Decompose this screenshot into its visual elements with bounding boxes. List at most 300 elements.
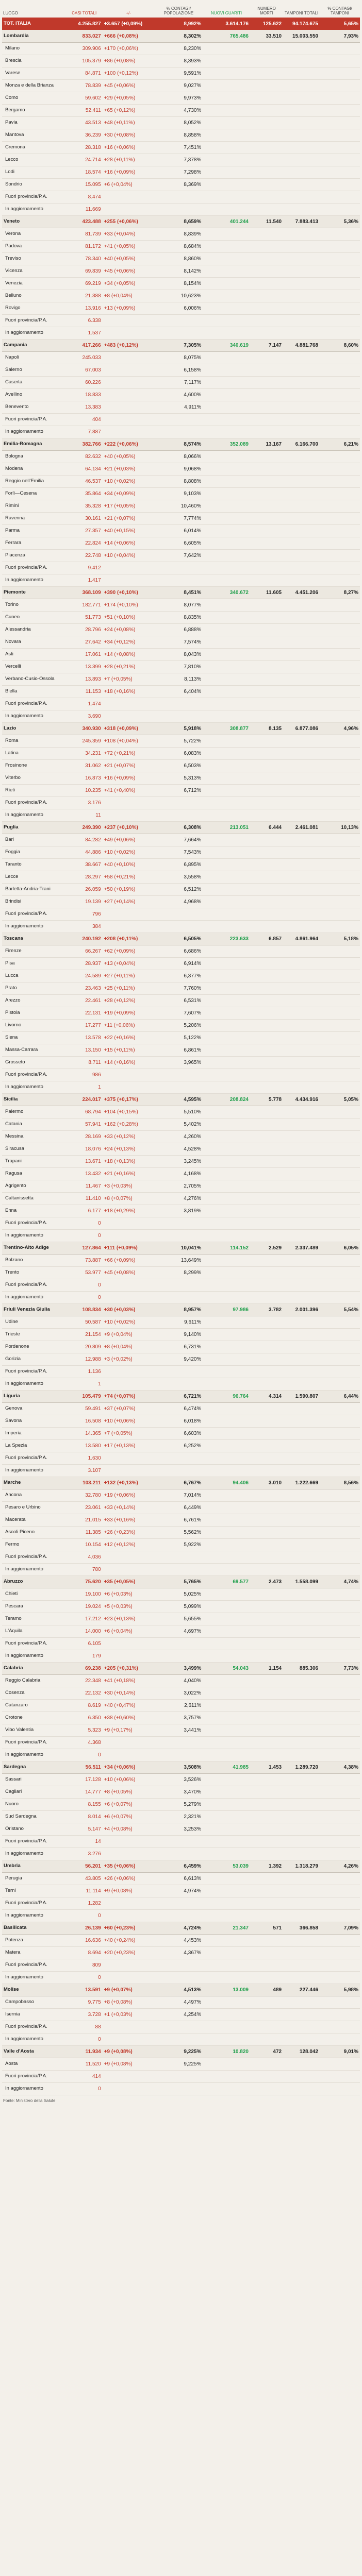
cell-tamponi-totali: [283, 710, 320, 722]
cell-numero-morti: [250, 1711, 283, 1724]
cell-numero-morti: [250, 166, 283, 178]
table-header: [2, 5, 360, 18]
cell-nuovi-guariti: [203, 1996, 250, 2008]
cell-luogo: Forlì—Cesena: [2, 487, 66, 500]
cell-contagi-popolazione: 6,613%: [154, 1872, 203, 1885]
cell-numero-morti: [250, 1279, 283, 1291]
cell-luogo: Fuori provincia/P.A.: [2, 1217, 66, 1229]
cell-contagi-tamponi: [320, 549, 360, 562]
cell-contagi-popolazione: 6,252%: [154, 1439, 203, 1452]
cell-variazione: [103, 908, 155, 920]
cell-contagi-tamponi: 7,93%: [320, 30, 360, 42]
cell-numero-morti: 2.473: [250, 1575, 283, 1588]
cell-tamponi-totali: [283, 2021, 320, 2033]
cell-contagi-tamponi: [320, 141, 360, 154]
province-row: [2, 1452, 360, 1464]
cell-luogo: La Spezia: [2, 1439, 66, 1452]
province-row: [2, 42, 360, 55]
province-row: [2, 1019, 360, 1031]
cell-contagi-popolazione: 3,508%: [154, 1761, 203, 1773]
province-row: [2, 252, 360, 265]
cell-contagi-popolazione: 8,302%: [154, 30, 203, 42]
cell-nuovi-guariti: [203, 1563, 250, 1575]
cell-luogo: Biella: [2, 685, 66, 698]
cell-luogo: In aggiornamento: [2, 1909, 66, 1922]
cell-luogo: In aggiornamento: [2, 2033, 66, 2045]
cell-variazione: +28 (+0,11%): [103, 154, 155, 166]
cell-numero-morti: [250, 599, 283, 611]
cell-tamponi-totali: [283, 2082, 320, 2095]
cell-contagi-popolazione: [154, 1229, 203, 1242]
cell-numero-morti: [250, 1563, 283, 1575]
province-row: [2, 1167, 360, 1180]
cell-luogo: Brindisi: [2, 895, 66, 908]
cell-nuovi-guariti: [203, 191, 250, 203]
region-row: [2, 1477, 360, 1489]
cell-nuovi-guariti: [203, 426, 250, 438]
province-row: [2, 327, 360, 339]
cell-contagi-popolazione: 7,543%: [154, 846, 203, 858]
total-row: [2, 18, 360, 30]
cell-numero-morti: [250, 116, 283, 129]
cell-tamponi-totali: [283, 67, 320, 79]
cell-luogo: In aggiornamento: [2, 426, 66, 438]
cell-luogo: Udine: [2, 1316, 66, 1328]
cell-numero-morti: 4.314: [250, 1390, 283, 1402]
cell-nuovi-guariti: [203, 1291, 250, 1303]
cell-nuovi-guariti: [203, 401, 250, 413]
cell-variazione: +21 (+0,07%): [103, 512, 155, 524]
cell-luogo: Siracusa: [2, 1143, 66, 1155]
cell-casi-totali: 52.411: [66, 104, 103, 116]
cell-casi-totali: 4.036: [66, 1551, 103, 1563]
province-row: [2, 908, 360, 920]
province-row: [2, 1996, 360, 2008]
cell-contagi-tamponi: [320, 1464, 360, 1477]
header-casi-totali: CASI TOTALI: [72, 11, 97, 16]
cell-nuovi-guariti: [203, 141, 250, 154]
cell-numero-morti: 1.154: [250, 1662, 283, 1674]
cell-luogo: Ravenna: [2, 512, 66, 524]
cell-numero-morti: [250, 1205, 283, 1217]
cell-contagi-popolazione: 4,600%: [154, 388, 203, 401]
cell-variazione: +174 (+0,10%): [103, 599, 155, 611]
cell-numero-morti: [250, 2008, 283, 2021]
cell-numero-morti: [250, 1254, 283, 1266]
cell-variazione: +7 (+0,05%): [103, 673, 155, 685]
cell-contagi-tamponi: [320, 1625, 360, 1637]
cell-numero-morti: [250, 1897, 283, 1909]
cell-numero-morti: [250, 92, 283, 104]
cell-contagi-tamponi: [320, 327, 360, 339]
cell-contagi-popolazione: [154, 1551, 203, 1563]
cell-contagi-tamponi: [320, 784, 360, 796]
cell-luogo: Terni: [2, 1885, 66, 1897]
cell-casi-totali: 11.153: [66, 685, 103, 698]
cell-variazione: +27 (+0,11%): [103, 970, 155, 982]
cell-numero-morti: [250, 1786, 283, 1798]
cell-variazione: +86 (+0,08%): [103, 55, 155, 67]
cell-numero-morti: [250, 1328, 283, 1341]
cell-nuovi-guariti: [203, 512, 250, 524]
cell-numero-morti: [250, 1439, 283, 1452]
cell-casi-totali: 796: [66, 908, 103, 920]
cell-luogo: Lecco: [2, 154, 66, 166]
region-row: [2, 1662, 360, 1674]
cell-luogo: Fuori provincia/P.A.: [2, 1452, 66, 1464]
cell-luogo: In aggiornamento: [2, 2082, 66, 2095]
cell-luogo: Crotone: [2, 1711, 66, 1724]
cell-tamponi-totali: [283, 1934, 320, 1946]
cell-contagi-popolazione: 4,513%: [154, 1984, 203, 1996]
province-row: [2, 623, 360, 636]
cell-tamponi-totali: [283, 141, 320, 154]
cell-casi-totali: 22.461: [66, 994, 103, 1007]
cell-numero-morti: [250, 685, 283, 698]
cell-nuovi-guariti: [203, 1959, 250, 1971]
cell-variazione: +30 (+0,03%): [103, 1303, 155, 1316]
cell-luogo: Liguria: [2, 1390, 66, 1402]
cell-tamponi-totali: [283, 1130, 320, 1143]
cell-contagi-tamponi: [320, 1279, 360, 1291]
cell-variazione: [103, 1650, 155, 1662]
cell-contagi-tamponi: [320, 1823, 360, 1835]
cell-casi-totali: 22.132: [66, 1687, 103, 1699]
cell-variazione: +10 (+0,06%): [103, 1773, 155, 1786]
cell-luogo: Trapani: [2, 1155, 66, 1167]
cell-variazione: [103, 376, 155, 388]
cell-contagi-popolazione: [154, 1650, 203, 1662]
province-row: [2, 1563, 360, 1575]
cell-variazione: +49 (+0,06%): [103, 834, 155, 846]
cell-contagi-tamponi: [320, 1946, 360, 1959]
cell-casi-totali: 13.399: [66, 660, 103, 673]
cell-luogo: Messina: [2, 1130, 66, 1143]
cell-casi-totali: 245.359: [66, 735, 103, 747]
cell-contagi-popolazione: [154, 2070, 203, 2082]
cell-contagi-popolazione: 9,611%: [154, 1316, 203, 1328]
cell-tamponi-totali: [283, 1798, 320, 1810]
cell-casi-totali: 66.267: [66, 945, 103, 957]
cell-contagi-tamponi: [320, 426, 360, 438]
cell-nuovi-guariti: [203, 1118, 250, 1130]
cell-luogo: Sud Sardegna: [2, 1810, 66, 1823]
cell-nuovi-guariti: [203, 834, 250, 846]
cell-contagi-popolazione: [154, 203, 203, 215]
cell-casi-totali: 3.107: [66, 1464, 103, 1477]
cell-tamponi-totali: [283, 1118, 320, 1130]
cell-nuovi-guariti: [203, 710, 250, 722]
province-row: [2, 994, 360, 1007]
region-row: [2, 1761, 360, 1773]
cell-contagi-popolazione: 4,168%: [154, 1167, 203, 1180]
cell-luogo: Pesaro e Urbino: [2, 1501, 66, 1514]
cell-numero-morti: [250, 982, 283, 994]
province-row: [2, 2033, 360, 2045]
cell-variazione: +24 (+0,08%): [103, 623, 155, 636]
cell-contagi-tamponi: [320, 982, 360, 994]
cell-numero-morti: [250, 1514, 283, 1526]
cell-contagi-tamponi: [320, 1786, 360, 1798]
cell-contagi-tamponi: [320, 1316, 360, 1328]
cell-numero-morti: [250, 252, 283, 265]
cell-luogo: Bologna: [2, 450, 66, 463]
province-row: [2, 1415, 360, 1427]
cell-nuovi-guariti: [203, 1217, 250, 1229]
cell-variazione: +8 (+0,08%): [103, 1996, 155, 2008]
province-row: [2, 2058, 360, 2070]
cell-contagi-tamponi: [320, 994, 360, 1007]
cell-casi-totali: 340.930: [66, 722, 103, 735]
cell-luogo: Napoli: [2, 351, 66, 364]
cell-numero-morti: [250, 1167, 283, 1180]
cell-luogo: In aggiornamento: [2, 1650, 66, 1662]
cell-tamponi-totali: [283, 1749, 320, 1761]
cell-numero-morti: [250, 1934, 283, 1946]
cell-luogo: Fuori provincia/P.A.: [2, 1069, 66, 1081]
cell-nuovi-guariti: [203, 463, 250, 475]
cell-contagi-popolazione: 3,253%: [154, 1823, 203, 1835]
cell-tamponi-totali: [283, 42, 320, 55]
cell-variazione: +58 (+0,21%): [103, 871, 155, 883]
cell-variazione: +40 (+0,15%): [103, 524, 155, 537]
cell-contagi-tamponi: [320, 2021, 360, 2033]
cell-contagi-tamponi: [320, 401, 360, 413]
cell-tamponi-totali: [283, 1650, 320, 1662]
cell-nuovi-guariti: [203, 1353, 250, 1365]
cell-luogo: Ragusa: [2, 1167, 66, 1180]
region-row: [2, 586, 360, 599]
cell-casi-totali: 24.714: [66, 154, 103, 166]
cell-nuovi-guariti: [203, 747, 250, 759]
cell-numero-morti: [250, 2033, 283, 2045]
cell-nuovi-guariti: 96.764: [203, 1390, 250, 1402]
cell-casi-totali: 0: [66, 1217, 103, 1229]
province-row: [2, 982, 360, 994]
cell-casi-totali: 69.219: [66, 277, 103, 290]
cell-variazione: +9 (+0,17%): [103, 1724, 155, 1736]
region-row: [2, 1390, 360, 1402]
cell-luogo: Verbano-Cusio-Ossola: [2, 673, 66, 685]
cell-tamponi-totali: [283, 957, 320, 970]
header-contagi-tamponi: % CONTAGI/ TAMPONI: [327, 6, 352, 16]
cell-casi-totali: 78.839: [66, 79, 103, 92]
cell-variazione: +16 (+0,09%): [103, 772, 155, 784]
cell-nuovi-guariti: [203, 1069, 250, 1081]
cell-variazione: +10 (+0,02%): [103, 846, 155, 858]
cell-contagi-tamponi: 5,18%: [320, 933, 360, 945]
cell-casi-totali: 16.636: [66, 1934, 103, 1946]
cell-luogo: Sondrio: [2, 178, 66, 191]
cell-numero-morti: [250, 487, 283, 500]
cell-nuovi-guariti: [203, 660, 250, 673]
cell-luogo: Savona: [2, 1415, 66, 1427]
cell-tamponi-totali: 4.434.916: [283, 1093, 320, 1106]
cell-contagi-popolazione: 6,761%: [154, 1514, 203, 1526]
cell-variazione: +3 (+0,02%): [103, 1353, 155, 1365]
cell-casi-totali: 10.154: [66, 1538, 103, 1551]
cell-tamponi-totali: [283, 883, 320, 895]
cell-variazione: +11 (+0,06%): [103, 1019, 155, 1031]
cell-contagi-tamponi: [320, 1835, 360, 1848]
cell-casi-totali: 182.771: [66, 599, 103, 611]
cell-tamponi-totali: [283, 970, 320, 982]
cell-numero-morti: [250, 240, 283, 252]
cell-luogo: Verona: [2, 228, 66, 240]
cell-tamponi-totali: [283, 1452, 320, 1464]
province-row: [2, 487, 360, 500]
cell-contagi-popolazione: [154, 1378, 203, 1390]
cell-nuovi-guariti: 21.347: [203, 1922, 250, 1934]
cell-contagi-popolazione: 6,158%: [154, 364, 203, 376]
cell-luogo: Potenza: [2, 1934, 66, 1946]
cell-variazione: +18 (+0,13%): [103, 1155, 155, 1167]
cell-contagi-tamponi: 5,65%: [320, 18, 360, 30]
cell-variazione: +34 (+0,09%): [103, 487, 155, 500]
cell-contagi-tamponi: [320, 475, 360, 487]
cell-casi-totali: 46.537: [66, 475, 103, 487]
cell-numero-morti: [250, 463, 283, 475]
cell-contagi-tamponi: 6,44%: [320, 1390, 360, 1402]
cell-tamponi-totali: [283, 1378, 320, 1390]
cell-numero-morti: [250, 1341, 283, 1353]
cell-variazione: +6 (+0,07%): [103, 1810, 155, 1823]
cell-tamponi-totali: [283, 698, 320, 710]
cell-numero-morti: [250, 1637, 283, 1650]
cell-luogo: Trento: [2, 1266, 66, 1279]
cell-variazione: +8 (+0,05%): [103, 1786, 155, 1798]
cell-casi-totali: 8.694: [66, 1946, 103, 1959]
cell-numero-morti: [250, 945, 283, 957]
cell-luogo: Perugia: [2, 1872, 66, 1885]
cell-variazione: [103, 1551, 155, 1563]
cell-contagi-popolazione: 8,574%: [154, 438, 203, 450]
province-row: [2, 1798, 360, 1810]
cell-contagi-popolazione: [154, 1452, 203, 1464]
cell-numero-morti: 489: [250, 1984, 283, 1996]
cell-nuovi-guariti: 223.633: [203, 933, 250, 945]
cell-tamponi-totali: [283, 1464, 320, 1477]
region-row: [2, 339, 360, 351]
cell-contagi-tamponi: [320, 1081, 360, 1093]
cell-luogo: L'Aquila: [2, 1625, 66, 1637]
cell-casi-totali: 60.226: [66, 376, 103, 388]
cell-contagi-popolazione: 5,122%: [154, 1031, 203, 1044]
cell-nuovi-guariti: [203, 920, 250, 933]
cell-contagi-tamponi: [320, 1365, 360, 1378]
cell-contagi-popolazione: 3,526%: [154, 1773, 203, 1786]
cell-contagi-tamponi: [320, 79, 360, 92]
province-row: [2, 2021, 360, 2033]
cell-numero-morti: [250, 1699, 283, 1711]
cell-luogo: Mantova: [2, 129, 66, 141]
cell-numero-morti: [250, 1538, 283, 1551]
cell-nuovi-guariti: 53.039: [203, 1860, 250, 1872]
cell-contagi-popolazione: 4,974%: [154, 1885, 203, 1897]
cell-tamponi-totali: [283, 660, 320, 673]
cell-nuovi-guariti: [203, 1872, 250, 1885]
cell-luogo: Salerno: [2, 364, 66, 376]
cell-numero-morti: [250, 388, 283, 401]
cell-nuovi-guariti: [203, 1934, 250, 1946]
cell-tamponi-totali: [283, 475, 320, 487]
cell-contagi-popolazione: 8,393%: [154, 55, 203, 67]
cell-variazione: +40 (+0,05%): [103, 252, 155, 265]
cell-numero-morti: [250, 784, 283, 796]
cell-numero-morti: [250, 265, 283, 277]
cell-tamponi-totali: [283, 426, 320, 438]
cell-variazione: +41 (+0,40%): [103, 784, 155, 796]
cell-contagi-popolazione: 7,574%: [154, 636, 203, 648]
cell-contagi-popolazione: 5,655%: [154, 1613, 203, 1625]
cell-contagi-tamponi: [320, 364, 360, 376]
cell-contagi-tamponi: [320, 883, 360, 895]
cell-variazione: [103, 1229, 155, 1242]
cell-luogo: Toscana: [2, 933, 66, 945]
cell-casi-totali: 249.390: [66, 821, 103, 834]
cell-nuovi-guariti: [203, 2008, 250, 2021]
cell-tamponi-totali: 2.337.489: [283, 1242, 320, 1254]
province-row: [2, 1835, 360, 1848]
cell-contagi-popolazione: 7,607%: [154, 1007, 203, 1019]
province-row: [2, 1254, 360, 1266]
cell-casi-totali: 31.062: [66, 759, 103, 772]
cell-numero-morti: 11.540: [250, 215, 283, 228]
cell-contagi-popolazione: 10,041%: [154, 1242, 203, 1254]
cell-nuovi-guariti: [203, 1773, 250, 1786]
province-row: [2, 2008, 360, 2021]
cell-casi-totali: 17.061: [66, 648, 103, 660]
cell-numero-morti: [250, 698, 283, 710]
cell-luogo: In aggiornamento: [2, 920, 66, 933]
cell-contagi-popolazione: 8,858%: [154, 129, 203, 141]
cell-contagi-tamponi: [320, 302, 360, 314]
cell-nuovi-guariti: 97.986: [203, 1303, 250, 1316]
cell-contagi-popolazione: 6,603%: [154, 1427, 203, 1439]
cell-contagi-popolazione: 8,154%: [154, 277, 203, 290]
province-row: [2, 388, 360, 401]
cell-luogo: In aggiornamento: [2, 1749, 66, 1761]
cell-luogo: Arezzo: [2, 994, 66, 1007]
cell-nuovi-guariti: 340.619: [203, 339, 250, 351]
cell-numero-morti: [250, 1402, 283, 1415]
cell-tamponi-totali: 1.222.669: [283, 1477, 320, 1489]
cell-casi-totali: 35.328: [66, 500, 103, 512]
cell-variazione: +4 (+0,08%): [103, 1823, 155, 1835]
cell-variazione: +30 (+0,08%): [103, 129, 155, 141]
cell-numero-morti: [250, 772, 283, 784]
province-row: [2, 636, 360, 648]
province-row: [2, 351, 360, 364]
cell-contagi-tamponi: [320, 1427, 360, 1439]
cell-numero-morti: [250, 290, 283, 302]
cell-nuovi-guariti: [203, 970, 250, 982]
cell-tamponi-totali: [283, 450, 320, 463]
cell-tamponi-totali: [283, 1069, 320, 1081]
cell-contagi-popolazione: [154, 796, 203, 809]
province-row: [2, 265, 360, 277]
cell-numero-morti: [250, 277, 283, 290]
cell-luogo: Oristano: [2, 1823, 66, 1835]
cell-contagi-popolazione: 9,027%: [154, 79, 203, 92]
cell-contagi-popolazione: 3,757%: [154, 1711, 203, 1724]
cell-casi-totali: 1.630: [66, 1452, 103, 1464]
cell-variazione: +9 (+0,08%): [103, 1885, 155, 1897]
cell-numero-morti: [250, 1316, 283, 1328]
province-row: [2, 1402, 360, 1415]
cell-nuovi-guariti: [203, 1489, 250, 1501]
cell-numero-morti: [250, 1613, 283, 1625]
